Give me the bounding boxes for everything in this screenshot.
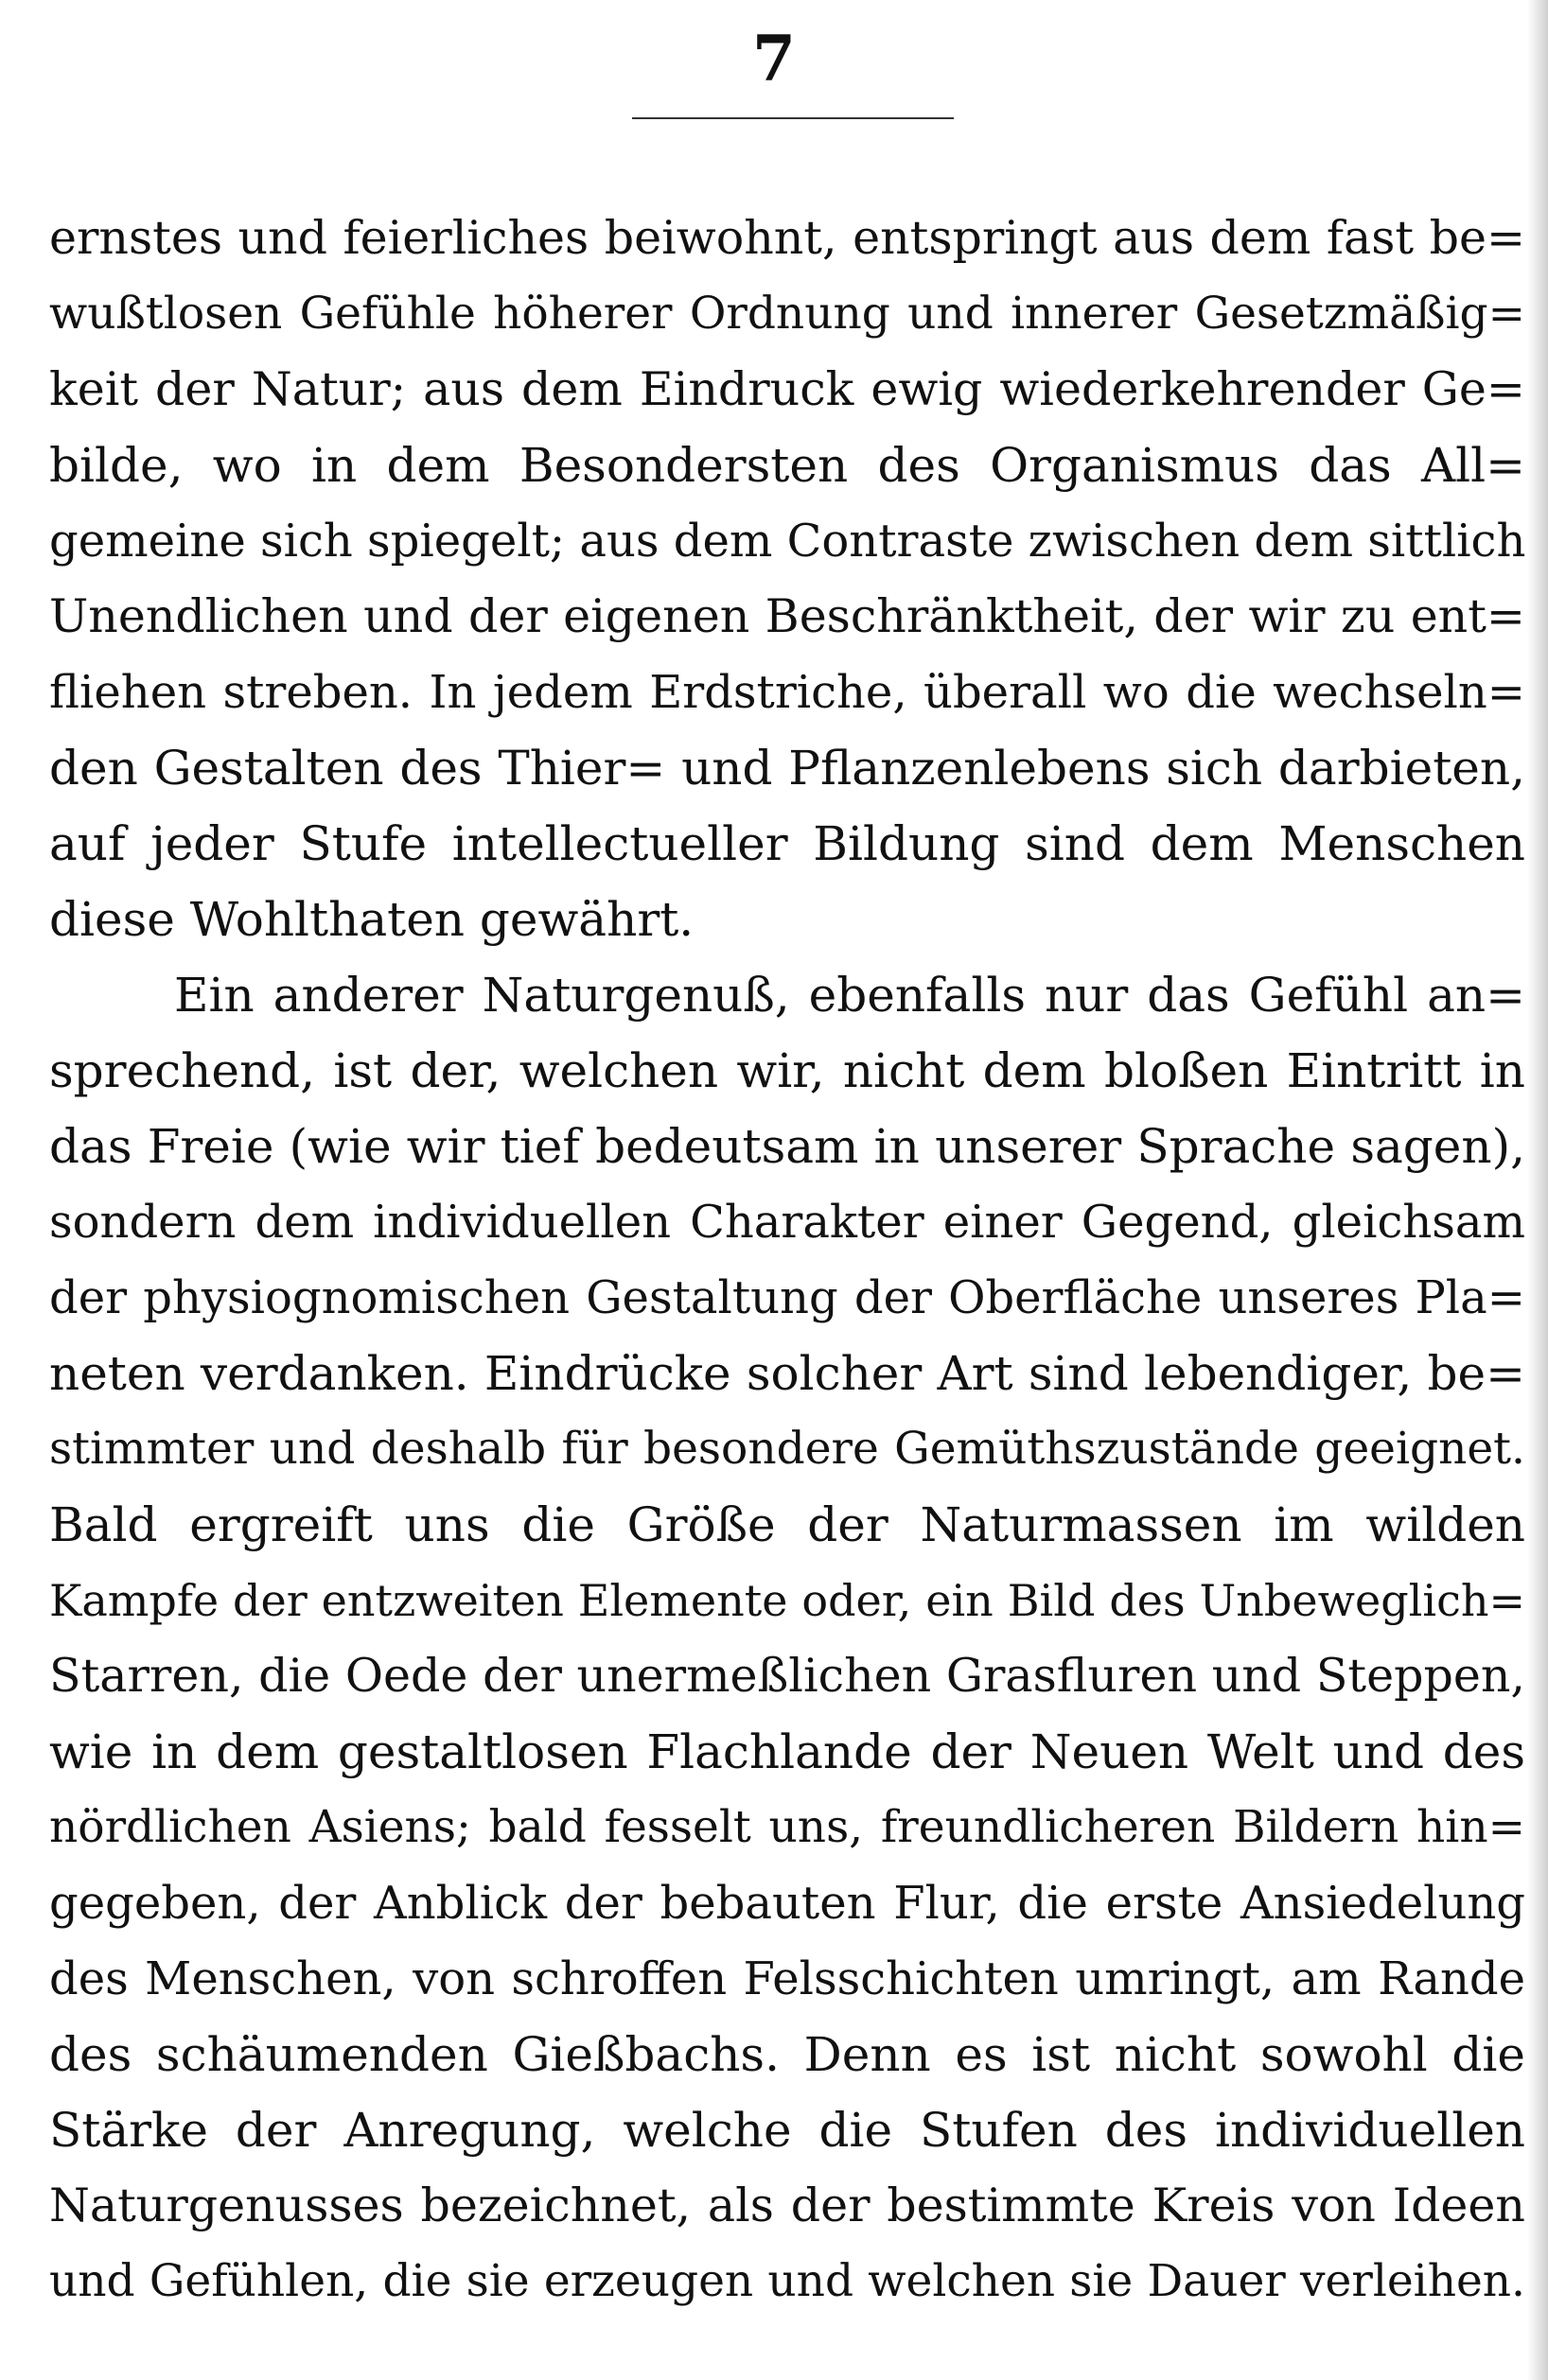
text-line: neten verdanken. Eindrücke solcher Art sind lebendiger, be= — [49, 1346, 1525, 1401]
text-line: den Gestalten des Thier= und Pflanzenlebens sich darbieten, — [49, 741, 1525, 796]
text-line: Stärke der Anregung, welche die Stufen des individuellen — [49, 2103, 1525, 2158]
page-edge-shadow — [1527, 0, 1548, 2380]
text-line: sprechend, ist der, welchen wir, nicht dem bloßen Eintritt in — [49, 1043, 1525, 1098]
body-text — [49, 201, 1525, 2319]
text-line: nördlichen Asiens; bald fesselt uns, freundlicheren Bildern hin= — [49, 1801, 1525, 1853]
text-line: stimmter und deshalb für besondere Gemüthszustände geeignet. — [49, 1423, 1525, 1475]
text-line: wie in dem gestaltlosen Flachlande der Neuen Welt und des — [49, 1724, 1525, 1779]
text-line: auf jeder Stufe intellectueller Bildung sind dem Menschen — [49, 816, 1525, 871]
page-number: 7 — [752, 22, 796, 96]
paragraph-end-line: diese Wohlthaten gewährt. — [49, 892, 695, 947]
text-line: des schäumenden Gießbachs. Denn es ist nicht sowohl die — [49, 2027, 1525, 2082]
text-line: und Gefühlen, die sie erzeugen und welchen sie Dauer verleihen. — [49, 2255, 1525, 2307]
text-line: der physiognomischen Gestaltung der Oberfläche unseres Pla= — [49, 1271, 1525, 1324]
text-line: ernstes und feierliches beiwohnt, entspringt aus dem fast be= — [49, 211, 1525, 265]
paragraph-start-line: Ein anderer Naturgenuß, ebenfalls nur das Gefühl an= — [174, 968, 1525, 1023]
text-line: sondern dem individuellen Charakter einer Gegend, gleichsam — [49, 1196, 1525, 1249]
text-line: bilde, wo in dem Besondersten des Organismus das All= — [49, 438, 1525, 493]
text-line: Unendlichen und der eigenen Beschränktheit, der wir zu ent= — [49, 589, 1525, 643]
text-line: des Menschen, von schroffen Felsschichten umringt, am Rande — [49, 1952, 1525, 2005]
text-line: Bald ergreift uns die Größe der Naturmassen im wilden — [49, 1497, 1525, 1552]
text-line: Starren, die Oede der unermeßlichen Grasfluren und Steppen, — [49, 1649, 1525, 1703]
text-line: fliehen streben. In jedem Erdstriche, überall wo die wechseln= — [49, 666, 1525, 719]
text-line: keit der Natur; aus dem Eindruck ewig wiederkehrender Ge= — [49, 362, 1525, 416]
header-rule — [632, 117, 954, 119]
text-line: gemeine sich spiegelt; aus dem Contraste zwischen dem sittlich — [49, 515, 1526, 568]
text-line: Naturgenusses bezeichnet, als der bestimmte Kreis von Ideen — [49, 2179, 1525, 2232]
text-line: das Freie (wie wir tief bedeutsam in unserer Sprache sagen), — [49, 1119, 1525, 1174]
text-line: gegeben, der Anblick der bebauten Flur, die erste Ansiedelung — [49, 1877, 1525, 1930]
text-line: wußtlosen Gefühle höherer Ordnung und innerer Gesetzmäßig= — [49, 288, 1525, 340]
text-line: Kampfe der entzweiten Elemente oder, ein Bild des Unbeweglich= — [49, 1575, 1525, 1626]
